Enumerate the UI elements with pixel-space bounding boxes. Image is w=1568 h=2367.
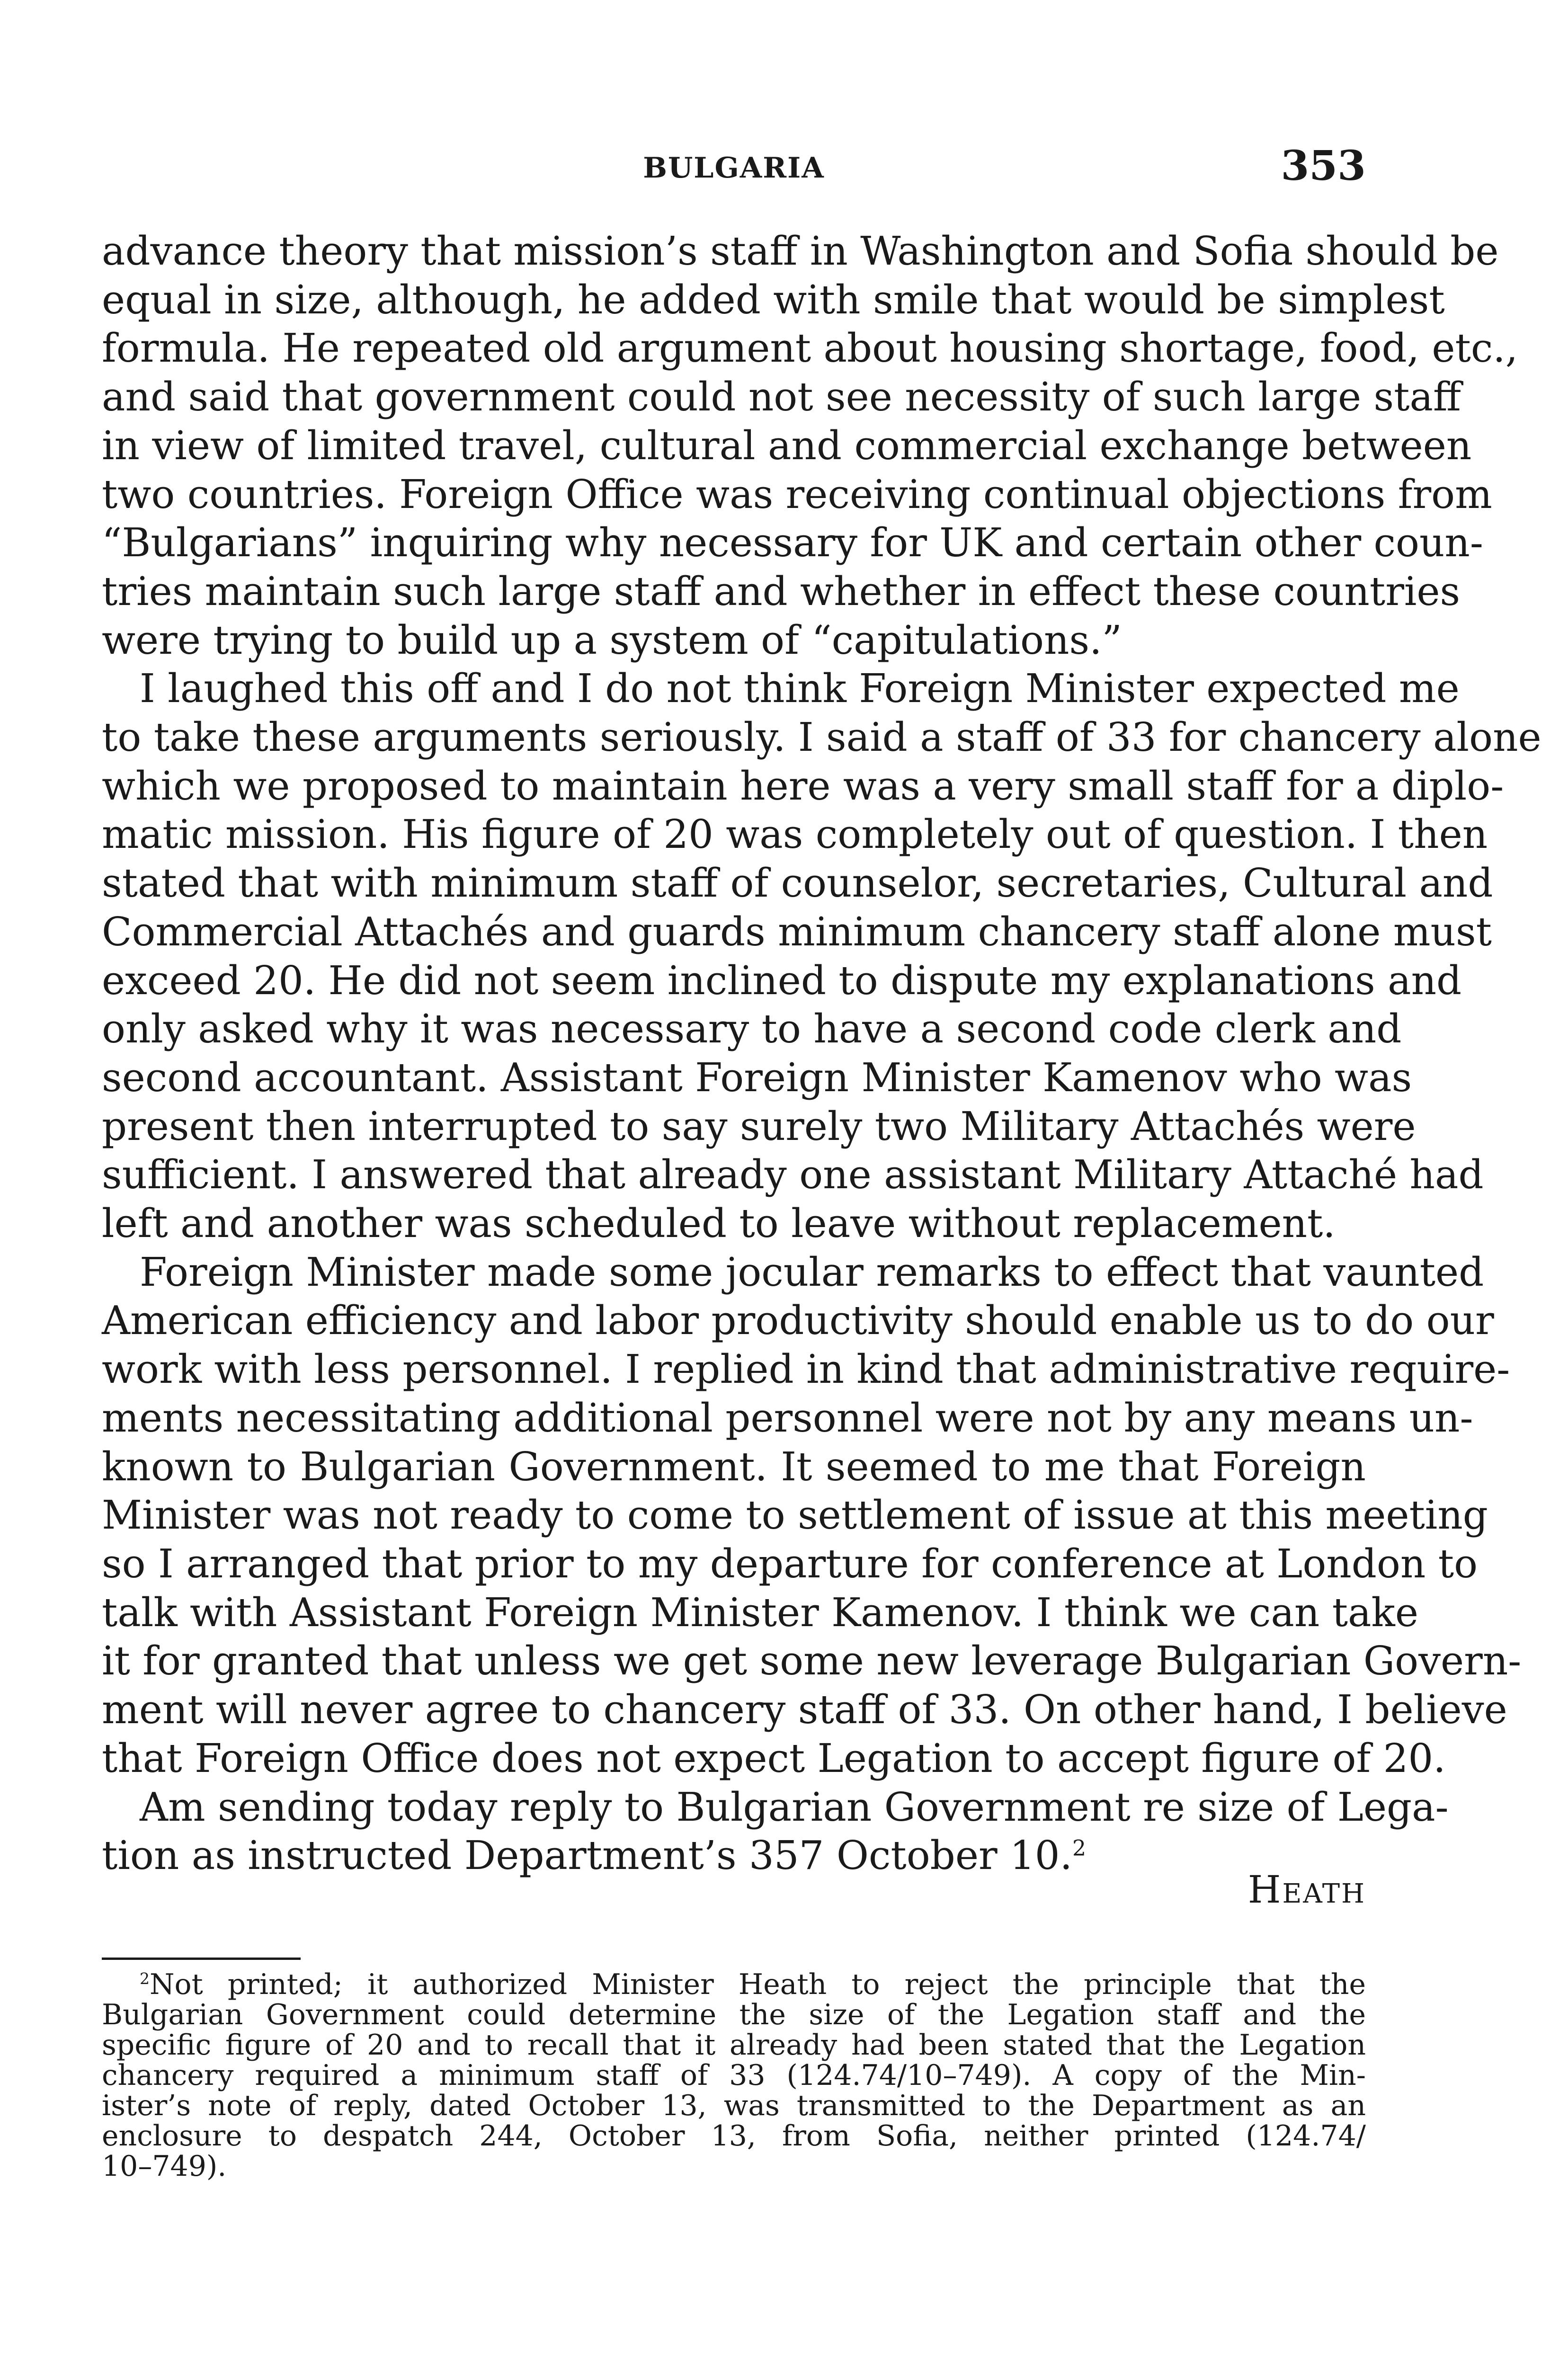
- paragraph-1: [102, 227, 1518, 665]
- text-line: matic mission. His figure of 20 was completely out of question. I then: [102, 811, 1488, 858]
- paragraph-4: [102, 1783, 1449, 1880]
- footnote-marker: 2: [140, 1969, 150, 1988]
- text-line: second accountant. Assistant Foreign Minister Kamenov who was: [102, 1054, 1412, 1101]
- page-number: 353: [1281, 142, 1366, 190]
- text-line: it for granted that unless we get some new leverage Bulgarian Govern-: [102, 1638, 1522, 1684]
- text-line-content: tion as instructed Department’s 357 October 10.: [102, 1833, 1072, 1879]
- text-line: Minister was not ready to come to settlement of issue at this meeting: [102, 1492, 1488, 1539]
- text-line: exceed 20. He did not seem inclined to dispute my explanations and: [102, 957, 1462, 1004]
- text-line: work with less personnel. I replied in kind that administrative require-: [102, 1346, 1510, 1393]
- footnote-line-content: Not printed; it authorized Minister Heath to reject the principle that the: [150, 1968, 1366, 2001]
- text-line: equal in size, although, he added with smile that would be simplest: [102, 276, 1445, 323]
- text-line: so I arranged that prior to my departure for conference at London to: [102, 1540, 1478, 1587]
- text-line: I laughed this off and I do not think Foreign Minister expected me: [140, 666, 1460, 712]
- footnote-line: chancery required a minimum staff of 33 (124.74/10–749). A copy of the Min-: [102, 2059, 1366, 2092]
- text-line: Am sending today reply to Bulgarian Government re size of Lega-: [140, 1784, 1449, 1830]
- footnote-line: enclosure to despatch 244, October 13, from Sofia, neither printed (124.74/: [102, 2119, 1366, 2153]
- paragraph-3: [102, 1248, 1522, 1783]
- footnote-line: Bulgarian Government could determine the size of the Legation staff and the: [102, 1998, 1366, 2031]
- page-header: [102, 142, 1366, 194]
- text-line: Foreign Minister made some jocular remarks to effect that vaunted: [140, 1249, 1484, 1295]
- text-line: were trying to build up a system of “capitulations.”: [102, 617, 1122, 663]
- paragraph-2: [102, 665, 1541, 1248]
- footnote-line: [102, 1969, 1366, 2000]
- body-text: [102, 227, 1541, 1880]
- text-line: ment will never agree to chancery staff of 33. On other hand, I believe: [102, 1687, 1507, 1733]
- text-line: left and another was scheduled to leave without replacement.: [102, 1201, 1336, 1247]
- text-line: advance theory that mission’s staff in Washington and Sofia should be: [102, 228, 1499, 274]
- text-line: present then interrupted to say surely two Military Attachés were: [102, 1103, 1416, 1149]
- text-line: that Foreign Office does not expect Legation to accept figure of 20.: [102, 1735, 1446, 1781]
- running-head: BULGARIA: [643, 151, 825, 185]
- text-line: which we proposed to maintain here was a very small staff for a diplo-: [102, 763, 1504, 809]
- footnote: [102, 1969, 1366, 2181]
- footnote-divider: [102, 1958, 301, 1960]
- signature: Heath: [1247, 1868, 1366, 1912]
- text-line: ments necessitating additional personnel were not by any means un-: [102, 1395, 1473, 1441]
- text-line: Commercial Attachés and guards minimum chancery staff alone must: [102, 908, 1492, 955]
- text-line: talk with Assistant Foreign Minister Kamenov. I think we can take: [102, 1589, 1418, 1636]
- footnote-line: specific figure of 20 and to recall that it already had been stated that the Legation: [102, 2029, 1366, 2062]
- footnote-line: ister’s note of reply, dated October 13, was transmitted to the Department as an: [102, 2089, 1366, 2122]
- text-line: two countries. Foreign Office was receiving continual objections from: [102, 471, 1492, 517]
- text-line: known to Bulgarian Government. It seemed to me that Foreign: [102, 1443, 1366, 1490]
- text-line: formula. He repeated old argument about housing shortage, food, etc.,: [102, 325, 1518, 372]
- text-line: stated that with minimum staff of counselor, secretaries, Cultural and: [102, 860, 1493, 907]
- text-line: only asked why it was necessary to have a second code clerk and: [102, 1006, 1402, 1052]
- text-line: to take these arguments seriously. I said a staff of 33 for chancery alone: [102, 714, 1541, 761]
- footnote-reference: 2: [1072, 1835, 1087, 1861]
- text-line: in view of limited travel, cultural and commercial exchange between: [102, 422, 1472, 469]
- footnote-line: 10–749).: [102, 2150, 227, 2183]
- text-line: sufficient. I answered that already one assistant Military Attaché had: [102, 1152, 1484, 1198]
- text-line: American efficiency and labor productivity should enable us to do our: [102, 1298, 1494, 1344]
- text-line: “Bulgarians” inquiring why necessary for UK and certain other coun-: [102, 520, 1483, 566]
- text-line: tries maintain such large staff and whether in effect these countries: [102, 568, 1461, 614]
- text-line: and said that government could not see necessity of such large staff: [102, 374, 1461, 420]
